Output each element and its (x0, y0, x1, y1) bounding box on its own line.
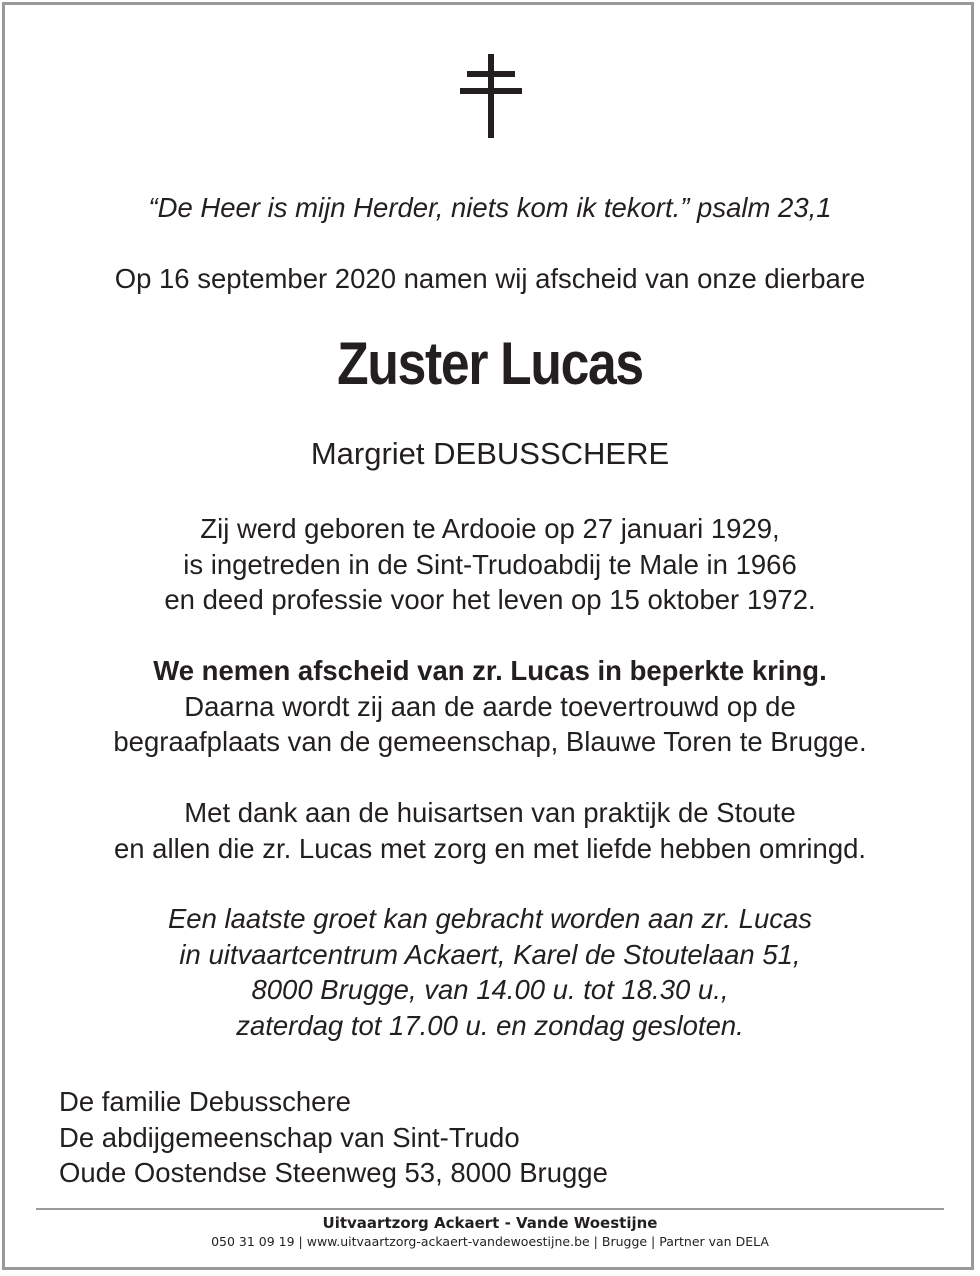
farewell-line: begraafplaats van de gemeenschap, Blauwe Toren te Brugge. (113, 726, 867, 757)
visitation-line: in uitvaartcentrum Ackaert, Karel de Stoutelaan 51, (179, 938, 801, 970)
visitation-section (0, 901, 980, 1043)
visitation-line: 8000 Brugge, van 14.00 u. tot 18.30 u., (251, 974, 729, 1005)
farewell-section (0, 653, 980, 760)
thanks-section (0, 795, 980, 866)
footer-divider (36, 1208, 944, 1210)
civil-name: Margriet DEBUSSCHERE (310, 436, 670, 471)
signers (59, 1084, 608, 1191)
farewell-line: Daarna wordt zij aan de aarde toevertrouwd op de (184, 690, 796, 722)
signer-line: De familie Debusschere (59, 1086, 351, 1117)
cross-icon (458, 54, 524, 140)
bio-line: is ingetreden in de Sint-Trudoabdij te Male in 1966 (183, 548, 797, 580)
intro-line: Op 16 september 2020 namen wij afscheid van onze dierbare (114, 263, 866, 294)
visitation-line: Een laatste groet kan gebracht worden aan zr. Lucas (167, 903, 813, 934)
funeral-home-name: Uitvaartzorg Ackaert - Vande Woestijne (322, 1214, 658, 1232)
thanks-line: Met dank aan de huisartsen van praktijk de Stoute (184, 797, 796, 828)
signer-line: Oude Oostendse Steenweg 53, 8000 Brugge (59, 1157, 608, 1188)
thanks-line: en allen die zr. Lucas met zorg en met liefde hebben omringd. (113, 832, 867, 864)
funeral-home-contact: 050 31 09 19 | www.uitvaartzorg-ackaert-vandewoestijne.be | Brugge | Partner van DELA (211, 1234, 769, 1249)
visitation-line: zaterdag tot 17.00 u. en zondag gesloten. (236, 1009, 744, 1041)
signer-line: De abdijgemeenschap van Sint-Trudo (59, 1121, 520, 1153)
biography (0, 511, 980, 618)
psalm-quote: “De Heer is mijn Herder, niets kom ik tekort.” psalm 23,1 (148, 192, 832, 223)
farewell-headline: We nemen afscheid van zr. Lucas in beperkte kring. (153, 655, 827, 686)
bio-line: en deed professie voor het leven op 15 oktober 1972. (164, 584, 816, 615)
bio-line: Zij werd geboren te Ardooie op 27 januari 1929, (200, 513, 780, 544)
religious-name: Zuster Lucas (337, 330, 643, 397)
